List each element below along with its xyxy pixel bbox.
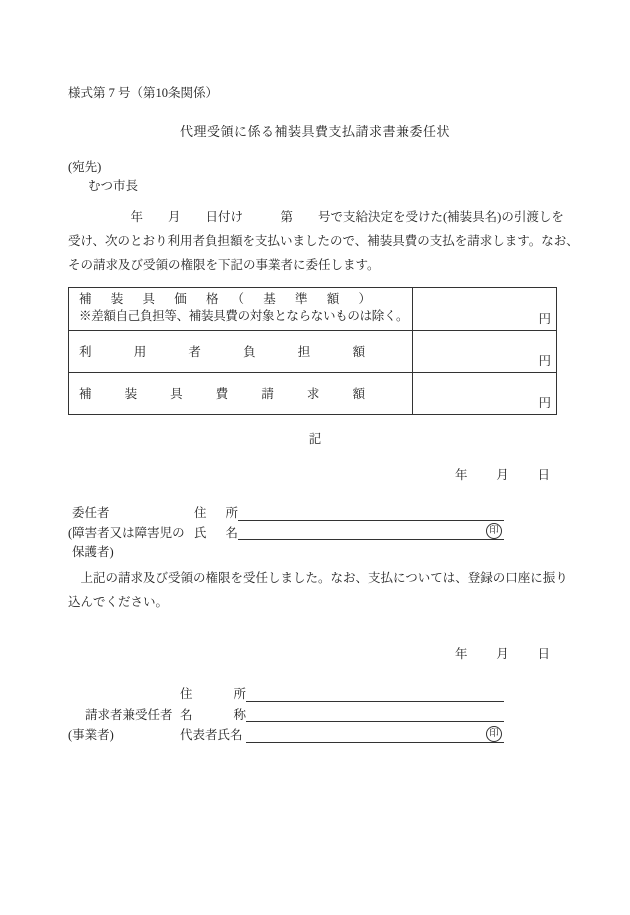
- yen-unit-label: 円: [538, 396, 551, 410]
- claimant-representative-row: [68, 722, 504, 743]
- fee-row-note: ※差額自己負担等、補装具費の対象とならないものは除く。: [79, 309, 409, 323]
- claimant-role-line: (事業者): [68, 728, 114, 743]
- delegator-role-row: [68, 540, 504, 560]
- fee-value-cell: [413, 288, 557, 331]
- company-name-field-label: 名 称: [180, 707, 246, 722]
- addressee-label: (宛先): [68, 160, 102, 174]
- fee-table-row-base-price: [69, 288, 557, 331]
- request-paragraph-line-3: その請求及び受領の権限を下記の事業者に委任します。: [68, 258, 380, 272]
- delegation-date-field: 年 月 日: [455, 468, 550, 482]
- acceptance-paragraph-line-2: 込んでください。: [68, 595, 169, 609]
- fee-row-label: 補 装 具 価 格 （ 基 準 額 ）: [79, 292, 371, 306]
- addressee-name: むつ市長: [88, 179, 139, 193]
- acceptance-paragraph-line-1: 上記の請求及び受領の権限を受任しました。なお、支払については、登録の口座に振り: [68, 571, 568, 585]
- representative-field-label: 代表者氏名: [180, 728, 243, 743]
- delegator-address-row: [68, 501, 504, 521]
- delegator-name-row: [68, 521, 504, 541]
- address-signature-line: [238, 505, 504, 521]
- fee-row-label: 利 用 者 負 担 額: [79, 344, 365, 359]
- address-field-label: 住 所: [180, 687, 246, 702]
- representative-signature-line: [246, 727, 504, 743]
- fee-row-label: 補 装 具 費 請 求 額: [79, 386, 365, 401]
- seal-stamp-icon: 印: [486, 726, 502, 742]
- delegator-signature-block: [68, 501, 504, 560]
- fee-value-cell: [413, 373, 557, 415]
- request-paragraph-line-1: 年 月 日付け 第 号で支給決定を受けた(補装具名)の引渡しを: [68, 210, 564, 224]
- fee-table-row-user-burden: [69, 331, 557, 373]
- acceptance-paragraph: [68, 566, 588, 614]
- fee-label-cell: [69, 288, 413, 331]
- form-number: 様式第 7 号（第10条関係）: [68, 86, 219, 100]
- fee-label-cell: [69, 373, 413, 415]
- claimant-date-field: 年 月 日: [455, 647, 550, 661]
- fee-table-row-claim-amount: [69, 373, 557, 415]
- fee-table: [68, 287, 557, 415]
- claimant-address-row: [68, 681, 504, 702]
- address-field-label: 住 所: [194, 506, 238, 521]
- claimant-role-line: 請求者兼受任者: [85, 707, 173, 722]
- seal-stamp-icon: 印: [486, 523, 502, 539]
- request-paragraph: [68, 205, 588, 277]
- form-title: 代理受領に係る補装具費支払請求書兼委任状: [179, 124, 450, 139]
- name-signature-line: [238, 524, 504, 540]
- delegator-role-line: (障害者又は障害児の: [68, 525, 185, 540]
- yen-unit-label: 円: [538, 312, 551, 326]
- yen-unit-label: 円: [538, 354, 551, 368]
- fee-label-cell: [69, 331, 413, 373]
- name-field-label: 氏 名: [194, 525, 238, 540]
- claimant-name-row: [68, 702, 504, 723]
- company-name-signature-line: [246, 706, 504, 722]
- delegator-role-line: 委任者: [72, 506, 110, 521]
- delegator-role-line: 保護者): [72, 545, 114, 560]
- address-signature-line: [246, 686, 504, 702]
- fee-value-cell: [413, 331, 557, 373]
- record-heading: 記: [308, 432, 322, 446]
- request-paragraph-line-2: 受け、次のとおり利用者負担額を支払いましたので、補装具費の支払を請求します。なお、: [68, 234, 579, 248]
- claimant-signature-block: [68, 681, 504, 743]
